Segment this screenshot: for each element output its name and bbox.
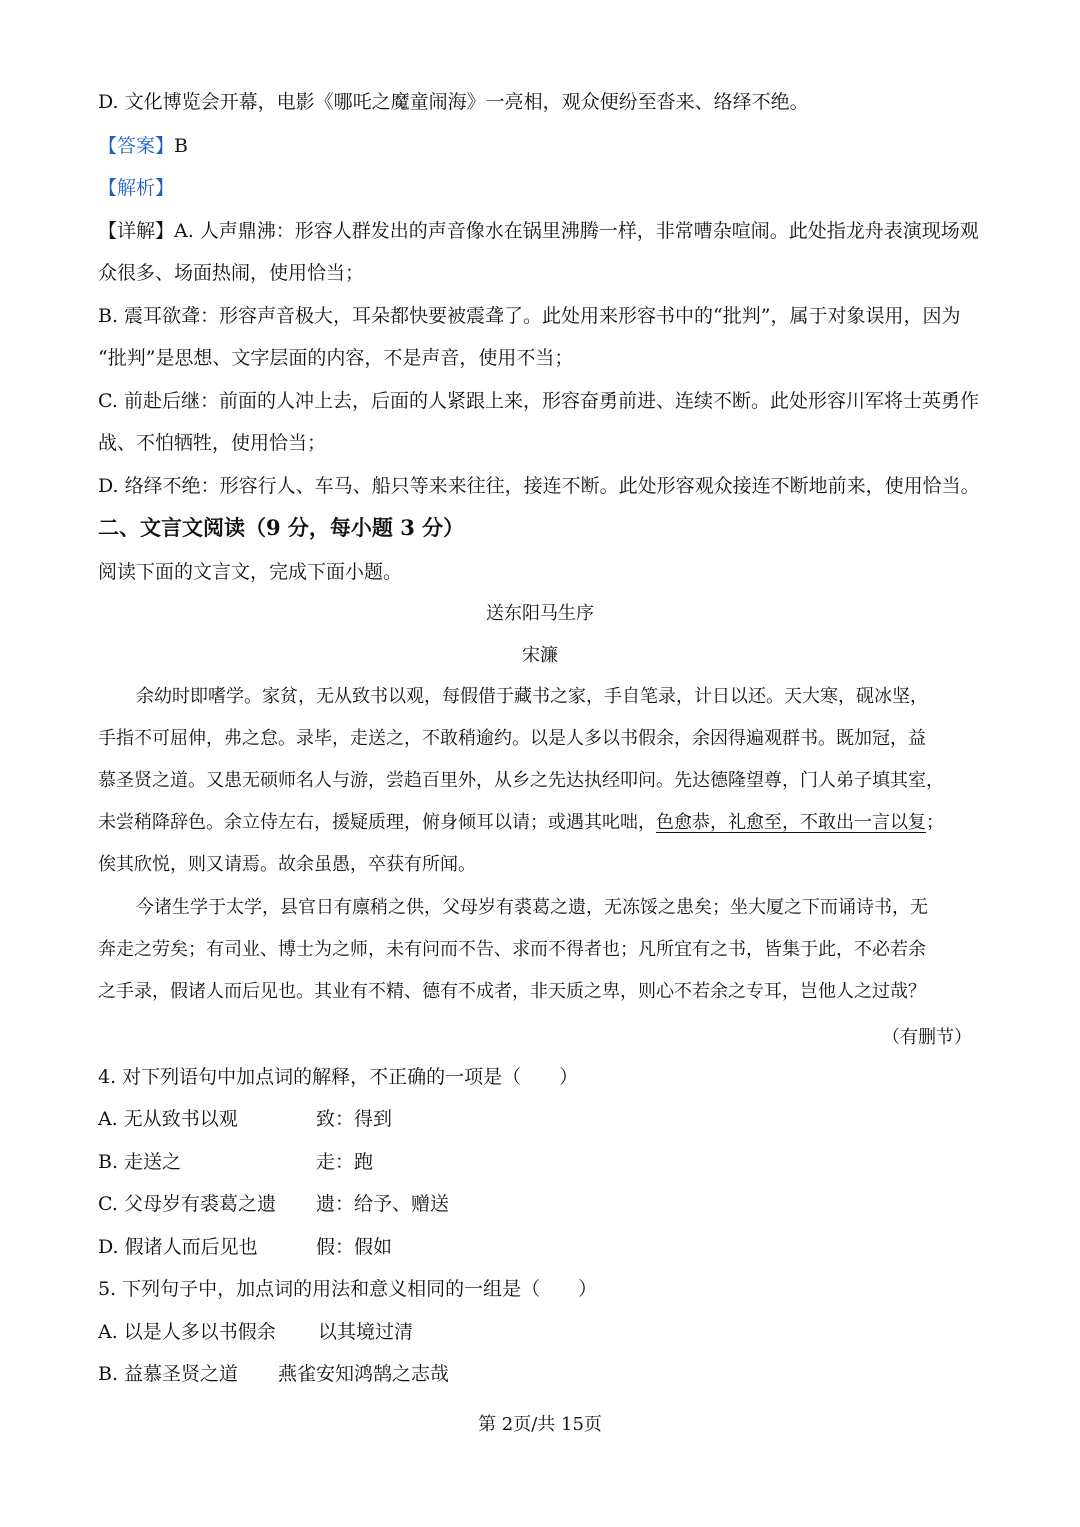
passage-text: ； (926, 812, 944, 833)
detail-line: 战、不怕牺牲，使用恰当； (98, 432, 327, 454)
option-explanation: 遗：给予、赠送 (316, 1193, 450, 1215)
passage-text: 未尝稍降辞色。余立侍左右，援疑质理，俯身倾耳以请；或遇其叱咄， (98, 812, 656, 833)
detail-line: 众很多、场面热闹，使用恰当； (98, 262, 365, 284)
answer-line (98, 134, 188, 158)
passage-line: 奔走之劳矣；有司业、博士为之师，未有问而不告、求而不得者也；凡所宜有之书，皆集于此，不必若余 (98, 939, 926, 960)
passage-line: 今诸生学于太学，县官日有廪稍之供，父母岁有裘葛之遗，无冻馁之患矣；坐大厦之下而诵诗书，无 (136, 897, 928, 918)
option-comparison: 以其境过清 (318, 1321, 414, 1343)
detail-line: C. 前赴后继：前面的人冲上去，后面的人紧跟上来，形容奋勇前进、连续不断。此处形容川军将士英勇作 (98, 390, 979, 412)
option-explanation: 走：跑 (316, 1151, 374, 1173)
option-sentence: B. 益慕圣贤之道 (98, 1363, 239, 1385)
question-4-stem: 4. 对下列语句中加点词的解释，不正确的一项是（ ） (98, 1066, 579, 1088)
question-4-option-d (98, 1235, 393, 1259)
option-explanation: 致：得到 (316, 1108, 393, 1130)
section-instruction: 阅读下面的文言文，完成下面小题。 (98, 561, 403, 583)
option-sentence: D. 假诸人而后见也 (98, 1236, 258, 1258)
passage-line: 俟其欣悦，则又请焉。故余虽愚，卒获有所闻。 (98, 854, 476, 875)
detail-line: B. 震耳欲聋：形容声音极大，耳朵都快要被震聋了。此处用来形容书中的“批判”，属于对象误用，因为 (98, 305, 961, 327)
question-4-option-b (98, 1150, 374, 1174)
answer-value: B (174, 135, 188, 157)
option-comparison: 燕雀安知鸿鹄之志哉 (278, 1363, 450, 1385)
option-sentence: B. 走送之 (98, 1151, 182, 1173)
passage-title: 送东阳马生序 (486, 603, 594, 624)
option-sentence: A. 以是人多以书假余 (98, 1321, 276, 1343)
detail-line: 【详解】A. 人声鼎沸：形容人群发出的声音像水在锅里沸腾一样，非常嘈杂喧闹。此处指龙舟表演现场观 (98, 220, 979, 242)
passage-line: 之手录，假诸人而后见也。其业有不精、德有不成者，非天质之卑，则心不若余之专耳，岂他人之过哉？ (98, 981, 926, 1002)
detail-line: D. 络绎不绝：形容行人、车马、船只等来来往往，接连不断。此处形容观众接连不断地前来，使用恰当。 (98, 475, 980, 497)
question-5-option-b (98, 1362, 450, 1386)
option-explanation: 假：假如 (316, 1236, 393, 1258)
question-4-option-c (98, 1192, 450, 1216)
underlined-sentence: 色愈恭，礼愈至，不敢出一言以复 (656, 812, 926, 833)
option-sentence: C. 父母岁有裘葛之遗 (98, 1193, 276, 1215)
option-sentence: A. 无从致书以观 (98, 1108, 238, 1130)
prev-option-d: D. 文化博览会开幕，电影《哪吒之魔童闹海》一亮相，观众便纷至沓来、络绎不绝。 (98, 91, 809, 113)
passage-author: 宋濂 (522, 645, 558, 666)
passage-line (98, 811, 944, 835)
passage-line: 手指不可屈伸，弗之怠。录毕，走送之，不敢稍逾约。以是人多以书假余，余因得遍观群书。既加冠，益 (98, 728, 926, 749)
passage-line: 余幼时即嗜学。家贫，无从致书以观，每假借于藏书之家，手自笔录，计日以还。天大寒，砚冰坚， (136, 686, 928, 707)
section-heading: 二、文言文阅读（9 分，每小题 3 分） (98, 515, 465, 540)
question-5-stem: 5. 下列句子中，加点词的用法和意义相同的一组是（ ） (98, 1278, 598, 1300)
answer-label: 【答案】 (98, 135, 175, 157)
analysis-label: 【解析】 (98, 177, 175, 199)
detail-line: “批判”是思想、文字层面的内容，不是声音，使用不当； (98, 347, 574, 369)
question-5-option-a (98, 1320, 414, 1344)
question-4-option-a (98, 1107, 393, 1131)
passage-note: （有删节） (882, 1027, 972, 1048)
page-footer: 第 2页/共 15页 (478, 1414, 602, 1435)
passage-line: 慕圣贤之道。又患无硕师名人与游，尝趋百里外，从乡之先达执经叩问。先达德隆望尊，门人弟子填其室， (98, 770, 944, 791)
